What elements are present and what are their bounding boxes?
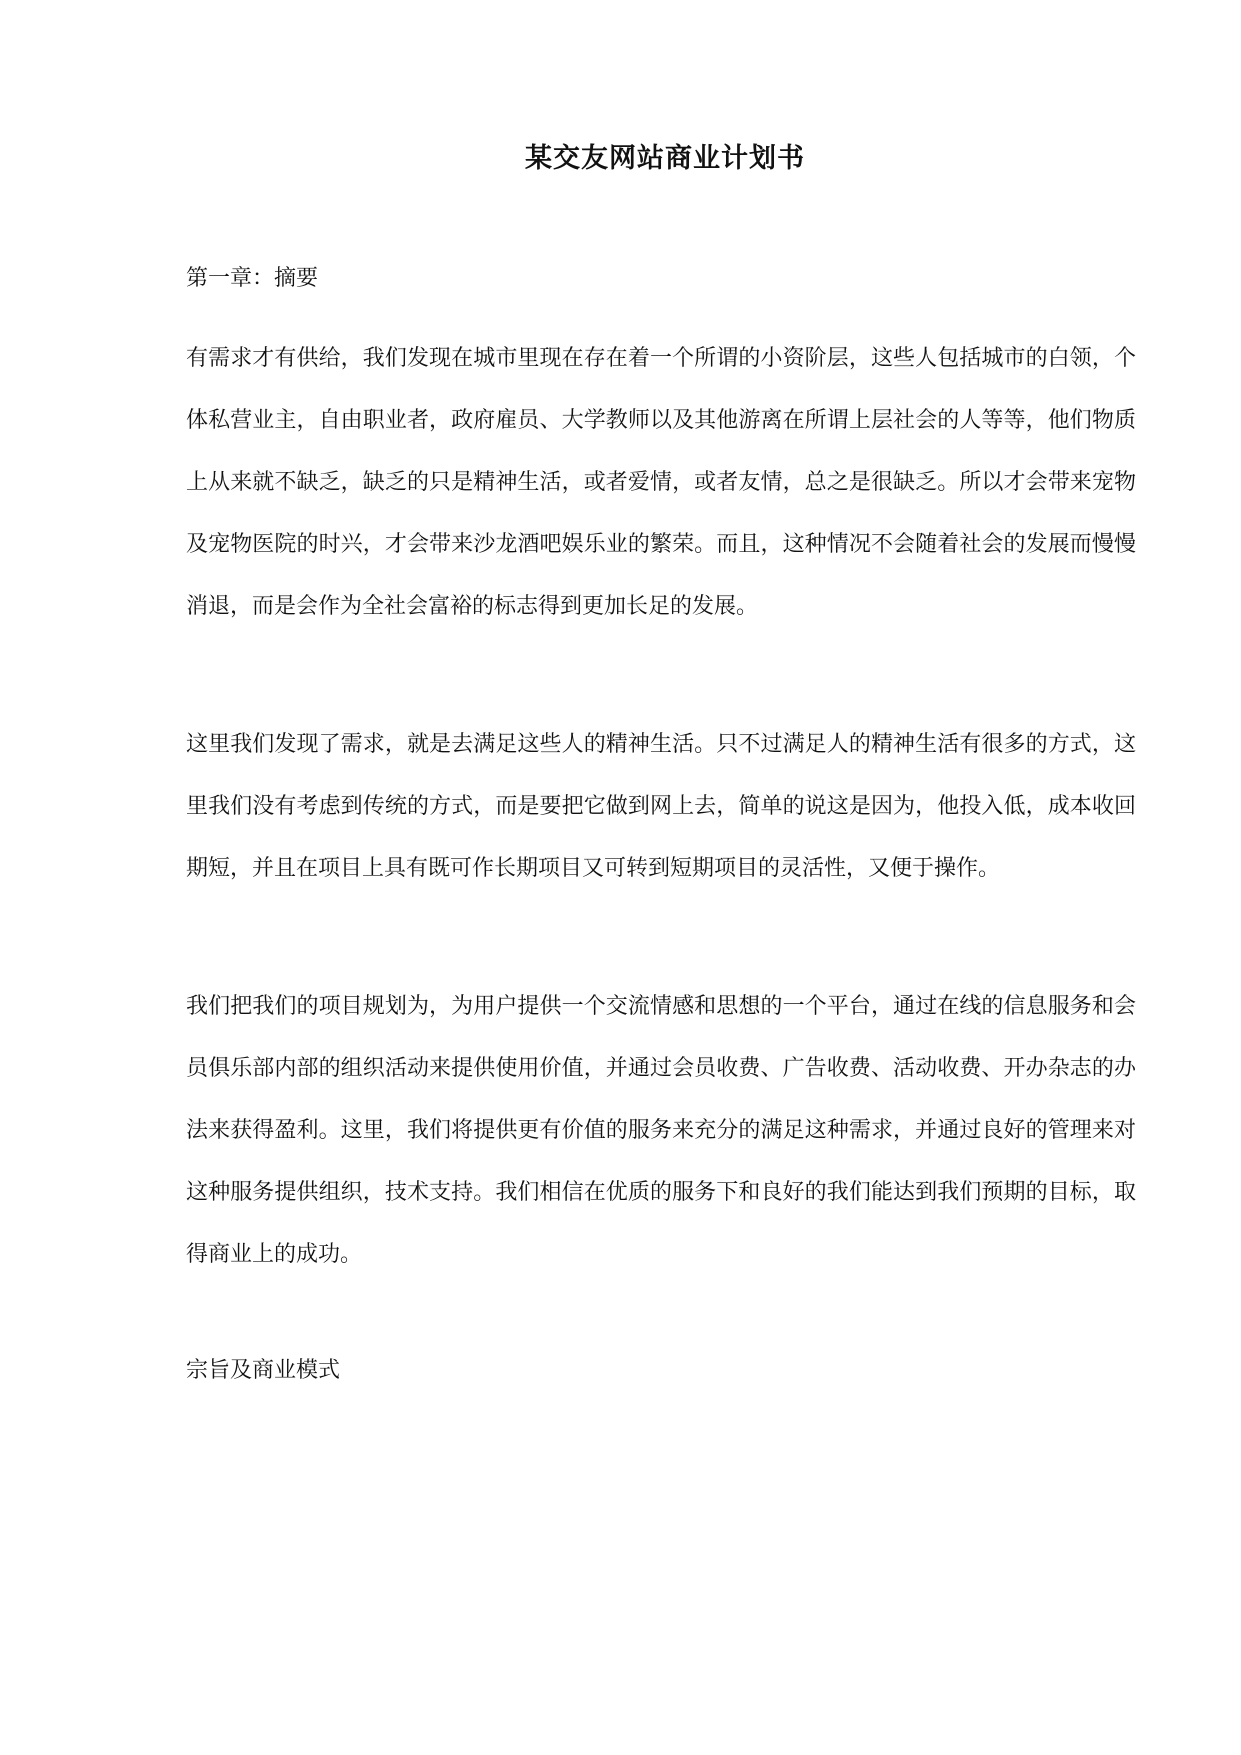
paragraph-3: 我们把我们的项目规划为，为用户提供一个交流情感和思想的一个平台，通过在线的信息服务和会员俱乐部内部的组织活动来提供使用价值，并通过会员收费、广告收费、活动收费、开办杂志的办法来获得盈利。这里，我们将提供更有价值的服务来充分的满足这种需求，并通过良好的管理来对这种服务提供组织，技术支持。我们相信在优质的服务下和良好的我们能达到我们预期的目标，取得商业上的成功。: [186, 994, 1136, 1267]
paragraph-1: 有需求才有供给，我们发现在城市里现在存在着一个所谓的小资阶层，这些人包括城市的白领，个体私营业主，自由职业者，政府雇员、大学教师以及其他游离在所谓上层社会的人等等，他们物质上从来就不缺乏，缺乏的只是精神生活，或者爱情，或者友情，总之是很缺乏。所以才会带来宠物及宠物医院的时兴，才会带来沙龙酒吧娱乐业的繁荣。而且，这种情况不会随着社会的发展而慢慢消退，而是会作为全社会富裕的标志得到更加长足的发展。: [186, 346, 1136, 619]
document-title: 某交友网站商业计划书: [525, 143, 805, 174]
paragraph-2: 这里我们发现了需求，就是去满足这些人的精神生活。只不过满足人的精神生活有很多的方式，这里我们没有考虑到传统的方式，而是要把它做到网上去，简单的说这是因为，他投入低，成本收回期短，并且在项目上具有既可作长期项目又可转到短期项目的灵活性，又便于操作。: [186, 732, 1136, 881]
section-heading: 宗旨及商业模式: [186, 1358, 341, 1383]
document-body: [186, 262, 1136, 1388]
chapter-heading: 第一章：摘要: [186, 266, 319, 291]
